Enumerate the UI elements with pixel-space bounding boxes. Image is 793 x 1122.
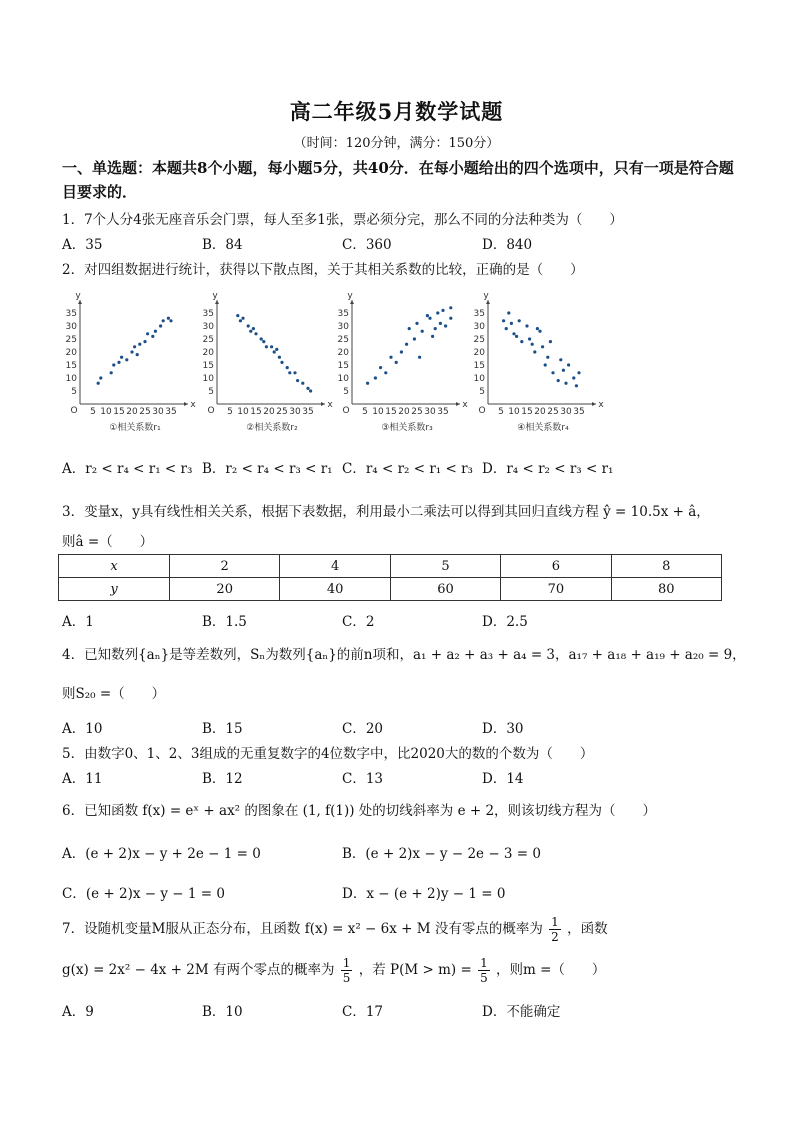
table-row — [59, 578, 722, 601]
exam-info: （时间：120分钟，满分：150分） — [293, 136, 500, 151]
fraction-fifth — [341, 956, 353, 985]
data-point — [117, 361, 120, 364]
x-axis-label: x — [598, 400, 604, 410]
origin-label: O — [70, 406, 78, 416]
data-point — [265, 345, 268, 348]
data-point — [564, 382, 567, 385]
data-point — [538, 330, 541, 333]
data-point — [247, 324, 250, 327]
q4-option-b: B．15 — [202, 721, 243, 737]
data-point — [567, 363, 570, 366]
question-3: 3．变量x，y具有线性相关关系，根据下表数据，利用最小二乘法可以得到其回归直线方程 ŷ = 10.5x + â， — [62, 504, 710, 520]
frac-num: 1 — [342, 956, 351, 970]
q7-text-d: ，若 P(M > m) = — [358, 962, 472, 978]
x-tick-label: 25 — [411, 407, 423, 417]
data-point — [572, 376, 575, 379]
origin-label: O — [342, 406, 350, 416]
data-point — [544, 363, 547, 366]
data-point — [528, 337, 531, 340]
section-heading: 一、单选题：本题共8个小题，每小题5分，共40分．在每小题给出的四个选项中，只有一项是符合题目要求的． — [62, 159, 734, 201]
y-tick-label: 15 — [337, 361, 349, 371]
data-point — [151, 335, 154, 338]
data-point — [533, 350, 536, 353]
data-point — [389, 356, 392, 359]
q6-option-a: A．(e + 2)x − y + 2e − 1 = 0 — [62, 846, 261, 862]
data-point — [510, 322, 513, 325]
data-point — [531, 343, 534, 346]
data-point — [286, 366, 289, 369]
x-tick-label: 25 — [276, 407, 288, 417]
x-tick-label: 5 — [498, 407, 504, 417]
y-tick-label: 25 — [337, 335, 349, 345]
data-point — [130, 350, 133, 353]
table-cell: 20 — [170, 578, 280, 601]
q3-option-d: D．2.5 — [482, 614, 528, 630]
data-point — [169, 319, 172, 322]
question-4: 4．已知数列{aₙ}是等差数列，Sₙ为数列{aₙ}的前n项和，a₁ + a₂ + a₃ + a₄ = 3，a₁₇ + a₁₈ + a₁₉ + a₂₀ = 9， — [62, 647, 746, 663]
origin-label: O — [207, 406, 215, 416]
data-point — [557, 379, 560, 382]
y-tick-label: 5 — [71, 387, 77, 397]
data-point — [366, 382, 369, 385]
data-point — [280, 361, 283, 364]
data-point — [125, 358, 128, 361]
x-tick-label: 5 — [90, 407, 96, 417]
y-axis-label: y — [347, 291, 353, 301]
data-point — [136, 353, 139, 356]
x-tick-label: 10 — [237, 407, 249, 417]
data-point — [306, 387, 309, 390]
x-tick-label: 20 — [126, 407, 138, 417]
q7-option-d: D．不能确定 — [482, 1004, 561, 1020]
plot-caption: ④相关系数r₄ — [517, 423, 569, 433]
data-point — [436, 311, 439, 314]
data-point — [575, 384, 578, 387]
frac-den: 5 — [342, 971, 351, 985]
x-tick-label: 20 — [534, 407, 546, 417]
table-cell: 4 — [280, 555, 390, 578]
y-tick-label: 15 — [473, 361, 485, 371]
data-point — [562, 369, 565, 372]
q1-option-a: A．35 — [62, 237, 103, 253]
y-tick-label: 10 — [65, 374, 77, 384]
q6-option-b: B．(e + 2)x − y − 2e − 3 = 0 — [342, 846, 541, 862]
table-row — [59, 555, 722, 578]
q5-option-c: C．13 — [342, 771, 384, 787]
data-point — [252, 327, 255, 330]
data-point — [262, 340, 265, 343]
y-tick-label: 30 — [202, 322, 214, 332]
y-tick-label: 20 — [337, 348, 349, 358]
y-tick-label: 10 — [473, 374, 485, 384]
data-point — [236, 314, 239, 317]
table-cell: 40 — [280, 578, 390, 601]
table-cell: 8 — [611, 555, 721, 578]
data-point — [301, 382, 304, 385]
data-point — [293, 371, 296, 374]
y-axis-label: y — [212, 291, 218, 301]
q5-option-a: A．11 — [62, 771, 103, 787]
data-point — [400, 350, 403, 353]
data-point — [449, 317, 452, 320]
frac-num: 1 — [551, 915, 559, 929]
data-point — [270, 345, 273, 348]
y-tick-label: 25 — [202, 335, 214, 345]
data-point — [239, 319, 242, 322]
data-point — [551, 371, 554, 374]
data-point — [520, 340, 523, 343]
data-point — [415, 322, 418, 325]
question-7-cont — [62, 956, 605, 985]
y-tick-label: 5 — [208, 387, 214, 397]
data-point — [426, 314, 429, 317]
data-point — [379, 366, 382, 369]
table-cell: 5 — [390, 555, 500, 578]
y-tick-label: 30 — [473, 322, 485, 332]
scatter-plots — [62, 292, 602, 442]
data-point — [546, 356, 549, 359]
x-tick-label: 30 — [424, 407, 436, 417]
q2-option-c: C．r₄ < r₂ < r₁ < r₃ — [342, 461, 473, 477]
data-point — [138, 343, 141, 346]
y-tick-label: 10 — [202, 374, 214, 384]
fraction-half — [549, 915, 561, 944]
question-6: 6．已知函数 f(x) = eˣ + ax² 的图象在 (1, f(1)) 处的切线斜率为 e + 2，则该切线方程为（ ） — [62, 803, 657, 819]
data-point — [146, 332, 149, 335]
y-tick-label: 35 — [337, 309, 349, 319]
table-cell: 2 — [170, 555, 280, 578]
data-point — [110, 371, 113, 374]
data-point — [162, 319, 165, 322]
x-tick-label: 15 — [250, 407, 262, 417]
x-tick-label: 30 — [289, 407, 301, 417]
q6-option-c: C．(e + 2)x − y − 1 = 0 — [62, 886, 225, 902]
x-tick-label: 5 — [362, 407, 368, 417]
x-axis-arrow — [321, 402, 325, 406]
data-point — [541, 345, 544, 348]
data-point — [260, 337, 263, 340]
data-point — [507, 311, 510, 314]
y-tick-label: 35 — [473, 309, 485, 319]
x-tick-label: 15 — [521, 407, 533, 417]
q7-text-c: g(x) = 2x² − 4x + 2M 有两个零点的概率为 — [62, 962, 335, 978]
data-point — [449, 306, 452, 309]
x-tick-label: 35 — [302, 407, 314, 417]
data-point — [241, 317, 244, 320]
q7-text-e: ，则m =（ ） — [496, 962, 606, 978]
q5-option-d: D．14 — [482, 771, 524, 787]
q3-option-c: C．2 — [342, 614, 375, 630]
y-tick-label: 20 — [202, 348, 214, 358]
origin-label: O — [478, 406, 486, 416]
data-point — [559, 358, 562, 361]
data-point — [154, 330, 157, 333]
y-axis-label: y — [75, 291, 81, 301]
data-point — [444, 324, 447, 327]
data-point — [254, 332, 257, 335]
y-tick-label: 25 — [473, 335, 485, 345]
q7-option-c: C．17 — [342, 1004, 384, 1020]
plot-caption: ③相关系数r₃ — [381, 423, 433, 433]
y-tick-label: 25 — [65, 335, 77, 345]
q4-option-a: A．10 — [62, 721, 103, 737]
scatter-plot-3 — [338, 291, 469, 433]
data-point — [502, 319, 505, 322]
x-axis-label: x — [190, 400, 196, 410]
data-point — [384, 371, 387, 374]
q7-text-b: ，函数 — [567, 921, 608, 937]
question-4-cont: 则S₂₀ =（ ） — [62, 686, 166, 702]
data-point — [505, 327, 508, 330]
data-point — [515, 335, 518, 338]
data-point — [112, 363, 115, 366]
table-header-y: y — [59, 578, 170, 601]
q7-text-a: 7．设随机变量M服从正态分布，且函数 f(x) = x² − 6x + M 没有零点的概率为 — [62, 921, 543, 937]
x-tick-label: 25 — [547, 407, 559, 417]
y-axis-label: y — [483, 291, 489, 301]
data-point — [518, 319, 521, 322]
x-axis-arrow — [456, 402, 460, 406]
x-tick-label: 35 — [437, 407, 449, 417]
q3-option-b: B．1.5 — [202, 614, 247, 630]
y-tick-label: 30 — [65, 322, 77, 332]
data-point — [512, 332, 515, 335]
q1-option-c: C．360 — [342, 237, 392, 253]
x-tick-label: 25 — [139, 407, 151, 417]
frac-den: 2 — [551, 930, 559, 944]
plot-caption: ②相关系数r₂ — [246, 423, 298, 433]
fraction-fifth-2 — [478, 956, 490, 985]
data-point — [577, 371, 580, 374]
data-point — [549, 340, 552, 343]
table-cell: 70 — [501, 578, 611, 601]
y-tick-label: 10 — [337, 374, 349, 384]
y-tick-label: 15 — [65, 361, 77, 371]
y-tick-label: 5 — [479, 387, 485, 397]
y-tick-label: 20 — [473, 348, 485, 358]
x-tick-label: 35 — [165, 407, 177, 417]
question-2: 2．对四组数据进行统计，获得以下散点图，关于其相关系数的比较，正确的是（ ） — [62, 262, 584, 278]
q1-option-b: B．84 — [202, 237, 243, 253]
data-point — [288, 371, 291, 374]
data-point — [133, 345, 136, 348]
data-point — [395, 361, 398, 364]
q4-option-d: D．30 — [482, 721, 524, 737]
data-point — [120, 356, 123, 359]
data-point — [374, 376, 377, 379]
data-point — [273, 350, 276, 353]
y-tick-label: 15 — [202, 361, 214, 371]
x-tick-label: 10 — [100, 407, 112, 417]
table-header-x: x — [59, 555, 170, 578]
scatter-plot-2 — [203, 291, 334, 433]
x-tick-label: 30 — [152, 407, 164, 417]
table-cell: 6 — [501, 555, 611, 578]
data-point — [405, 343, 408, 346]
data-point — [97, 382, 100, 385]
frac-den: 5 — [480, 971, 488, 985]
x-tick-label: 30 — [560, 407, 572, 417]
data-point — [421, 330, 424, 333]
page-title: 高二年级5月数学试题 — [289, 99, 504, 124]
table-cell: 80 — [611, 578, 721, 601]
x-axis-arrow — [592, 402, 596, 406]
question-3-cont: 则â =（ ） — [62, 534, 154, 550]
data-point — [167, 317, 170, 320]
data-point — [159, 324, 162, 327]
data-point — [525, 324, 528, 327]
x-tick-label: 15 — [113, 407, 125, 417]
x-tick-label: 15 — [385, 407, 397, 417]
x-axis-label: x — [462, 400, 468, 410]
q4-option-c: C．20 — [342, 721, 384, 737]
y-tick-label: 35 — [202, 309, 214, 319]
data-point — [143, 340, 146, 343]
q2-option-d: D．r₄ < r₂ < r₃ < r₁ — [482, 461, 614, 477]
data-point — [296, 379, 299, 382]
x-tick-label: 20 — [398, 407, 410, 417]
q2-option-a: A．r₂ < r₄ < r₁ < r₃ — [62, 461, 193, 477]
data-point — [99, 376, 102, 379]
data-point — [278, 356, 281, 359]
y-tick-label: 30 — [337, 322, 349, 332]
data-point — [309, 389, 312, 392]
data-table — [58, 554, 722, 601]
scatter-plot-4 — [474, 291, 605, 433]
x-tick-label: 10 — [372, 407, 384, 417]
x-tick-label: 35 — [573, 407, 585, 417]
data-point — [439, 322, 442, 325]
x-tick-label: 20 — [263, 407, 275, 417]
scatter-plot-1 — [66, 291, 197, 433]
q1-option-d: D．840 — [482, 237, 533, 253]
x-axis-label: x — [327, 400, 333, 410]
frac-num: 1 — [480, 956, 488, 970]
y-tick-label: 35 — [65, 309, 77, 319]
plot-caption: ①相关系数r₁ — [109, 423, 161, 433]
data-point — [249, 330, 252, 333]
x-tick-label: 5 — [227, 407, 233, 417]
q7-option-a: A．9 — [62, 1004, 94, 1020]
y-tick-label: 20 — [65, 348, 77, 358]
q2-option-b: B．r₂ < r₄ < r₃ < r₁ — [202, 461, 333, 477]
data-point — [408, 327, 411, 330]
question-7 — [62, 915, 608, 944]
x-tick-label: 10 — [508, 407, 520, 417]
q6-option-d: D．x − (e + 2)y − 1 = 0 — [342, 886, 506, 902]
question-5: 5．由数字0、1、2、3组成的无重复数字的4位数字中，比2020大的数的个数为（ ） — [62, 746, 594, 762]
data-point — [536, 327, 539, 330]
q3-option-a: A．1 — [62, 614, 94, 630]
data-point — [418, 356, 421, 359]
data-point — [275, 348, 278, 351]
x-axis-arrow — [184, 402, 188, 406]
q7-option-b: B．10 — [202, 1004, 243, 1020]
data-point — [434, 327, 437, 330]
data-point — [413, 337, 416, 340]
data-point — [441, 309, 444, 312]
q5-option-b: B．12 — [202, 771, 243, 787]
data-point — [431, 335, 434, 338]
table-cell: 60 — [390, 578, 500, 601]
question-1: 1．7个人分4张无座音乐会门票，每人至多1张，票必须分完，那么不同的分法种类为（ ） — [62, 212, 623, 228]
data-point — [428, 317, 431, 320]
y-tick-label: 5 — [343, 387, 349, 397]
